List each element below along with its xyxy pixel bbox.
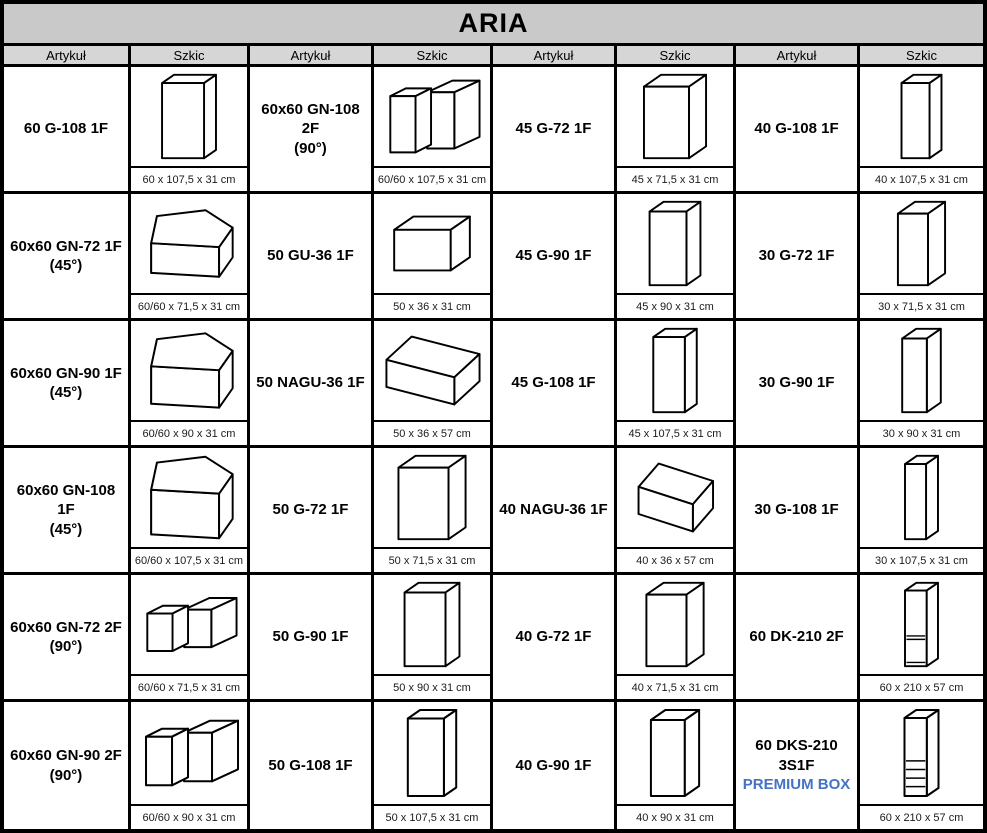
cabinet-sketch-icon bbox=[860, 321, 983, 420]
cabinet-sketch-icon bbox=[374, 448, 490, 547]
column-header-szkic-4: Szkic bbox=[860, 46, 983, 67]
article-name: 40 G-72 1F bbox=[515, 628, 592, 646]
cabinet-sketch-icon bbox=[860, 448, 983, 547]
cabinet-sketch-icon bbox=[617, 67, 733, 166]
dimension-caption: 60/60 x 107,5 x 31 cm bbox=[131, 547, 247, 572]
article-name: 60x60 GN-90 1F bbox=[10, 364, 122, 382]
article-name: 50 NAGU-36 1F bbox=[256, 374, 365, 392]
sketch-cell bbox=[617, 575, 736, 702]
article-note: (45°) bbox=[49, 257, 83, 274]
article-name: 40 G-90 1F bbox=[515, 756, 592, 774]
sketch-cell bbox=[860, 448, 983, 575]
article-cell bbox=[736, 67, 860, 194]
article-name: 60 G-108 1F bbox=[23, 120, 109, 138]
article-name: 45 G-72 1F bbox=[515, 120, 592, 138]
sketch-cell bbox=[374, 702, 493, 829]
dimension-caption: 45 x 107,5 x 31 cm bbox=[617, 420, 733, 445]
sketch-cell bbox=[374, 575, 493, 702]
sketch-cell bbox=[131, 194, 250, 321]
cabinet-sketch-icon bbox=[617, 702, 733, 804]
article-name: 30 G-72 1F bbox=[758, 247, 835, 265]
article-cell bbox=[250, 194, 374, 321]
cabinet-sketch-icon bbox=[617, 194, 733, 293]
sketch-cell bbox=[131, 702, 250, 829]
dimension-caption: 50 x 90 x 31 cm bbox=[374, 674, 490, 699]
article-name: 30 G-90 1F bbox=[758, 374, 835, 392]
sketch-cell bbox=[374, 448, 493, 575]
article-cell bbox=[493, 194, 617, 321]
dimension-caption: 60/60 x 71,5 x 31 cm bbox=[131, 674, 247, 699]
dimension-caption: 45 x 71,5 x 31 cm bbox=[617, 166, 733, 191]
column-header-szkic-3: Szkic bbox=[617, 46, 736, 67]
article-name: 45 G-90 1F bbox=[515, 247, 592, 265]
page-title: ARIA bbox=[4, 4, 983, 46]
article-cell bbox=[736, 194, 860, 321]
article-name: 60 DK-210 2F bbox=[749, 628, 844, 646]
article-cell bbox=[493, 321, 617, 448]
article-cell bbox=[736, 448, 860, 575]
corner45-sketch-icon bbox=[131, 448, 247, 547]
dimension-caption: 40 x 71,5 x 31 cm bbox=[617, 674, 733, 699]
sketch-cell bbox=[617, 194, 736, 321]
sketch-cell bbox=[860, 67, 983, 194]
sketch-cell bbox=[617, 448, 736, 575]
sketch-cell bbox=[374, 67, 493, 194]
cabinet-sketch-icon bbox=[860, 575, 983, 674]
article-name: 50 G-108 1F bbox=[268, 756, 353, 774]
article-cell bbox=[736, 702, 860, 829]
dimension-caption: 60/60 x 107,5 x 31 cm bbox=[374, 166, 490, 191]
article-cell bbox=[4, 448, 131, 575]
dimension-caption: 50 x 36 x 57 cm bbox=[374, 420, 490, 445]
article-name: 60 DKS-210 3S1F bbox=[755, 737, 838, 774]
dimension-caption: 50 x 36 x 31 cm bbox=[374, 293, 490, 318]
article-note: (90°) bbox=[49, 638, 83, 655]
cabinet-sketch-icon bbox=[860, 194, 983, 293]
dimension-caption: 50 x 71,5 x 31 cm bbox=[374, 547, 490, 572]
article-name: 50 G-90 1F bbox=[272, 628, 349, 646]
dimension-caption: 30 x 90 x 31 cm bbox=[860, 420, 983, 445]
article-cell bbox=[4, 194, 131, 321]
article-note: (45°) bbox=[49, 384, 83, 401]
sketch-cell bbox=[860, 575, 983, 702]
article-name: 50 GU-36 1F bbox=[267, 247, 354, 265]
cabinet-sketch-icon bbox=[860, 702, 983, 804]
dimension-caption: 60 x 210 x 57 cm bbox=[860, 674, 983, 699]
article-name: 60x60 GN-108 2F bbox=[261, 100, 360, 138]
corner90-sketch-icon bbox=[131, 702, 247, 804]
dimension-caption: 60 x 107,5 x 31 cm bbox=[131, 166, 247, 191]
nagu-sketch-icon bbox=[617, 448, 733, 547]
article-note: (90°) bbox=[294, 139, 327, 157]
article-name: 40 NAGU-36 1F bbox=[499, 501, 608, 519]
article-name: 40 G-108 1F bbox=[754, 120, 839, 138]
column-header-artykul-4: Artykuł bbox=[736, 46, 860, 67]
article-name: 60x60 GN-72 2F bbox=[10, 618, 122, 636]
cabinet-sketch-icon bbox=[860, 67, 983, 166]
article-name: 60x60 GN-72 1F bbox=[10, 237, 122, 255]
sketch-cell bbox=[617, 67, 736, 194]
column-header-szkic-2: Szkic bbox=[374, 46, 493, 67]
dimension-caption: 50 x 107,5 x 31 cm bbox=[374, 804, 490, 829]
article-cell bbox=[736, 321, 860, 448]
dimension-caption: 30 x 71,5 x 31 cm bbox=[860, 293, 983, 318]
sketch-cell bbox=[131, 321, 250, 448]
sketch-cell bbox=[860, 702, 983, 829]
dimension-caption: 60/60 x 71,5 x 31 cm bbox=[131, 293, 247, 318]
article-cell bbox=[250, 702, 374, 829]
sketch-cell bbox=[131, 448, 250, 575]
column-header-artykul-2: Artykuł bbox=[250, 46, 374, 67]
article-cell bbox=[493, 448, 617, 575]
article-note: PREMIUM BOX bbox=[742, 776, 851, 794]
cabinet-sketch-icon bbox=[617, 321, 733, 420]
cabinet-sketch-icon bbox=[131, 67, 247, 166]
cabinet-sketch-icon bbox=[374, 575, 490, 674]
sketch-cell bbox=[374, 194, 493, 321]
article-name: 30 G-108 1F bbox=[754, 501, 839, 519]
dimension-caption: 40 x 107,5 x 31 cm bbox=[860, 166, 983, 191]
article-cell bbox=[250, 321, 374, 448]
article-cell bbox=[4, 321, 131, 448]
article-cell bbox=[4, 702, 131, 829]
nagu-sketch-icon bbox=[374, 321, 490, 420]
sketch-cell bbox=[860, 321, 983, 448]
cabinet-sketch-icon bbox=[617, 575, 733, 674]
sketch-cell bbox=[860, 194, 983, 321]
dimension-caption: 40 x 90 x 31 cm bbox=[617, 804, 733, 829]
dimension-caption: 60/60 x 90 x 31 cm bbox=[131, 804, 247, 829]
article-cell bbox=[4, 575, 131, 702]
article-note: (45°) bbox=[49, 520, 83, 538]
corner45-sketch-icon bbox=[131, 321, 247, 420]
article-name: 50 G-72 1F bbox=[272, 501, 349, 519]
sketch-cell bbox=[131, 575, 250, 702]
sketch-cell bbox=[374, 321, 493, 448]
article-cell bbox=[493, 575, 617, 702]
column-header-artykul-1: Artykuł bbox=[4, 46, 131, 67]
article-cell bbox=[4, 67, 131, 194]
article-cell bbox=[736, 575, 860, 702]
dimension-caption: 45 x 90 x 31 cm bbox=[617, 293, 733, 318]
corner90-sketch-icon bbox=[374, 67, 490, 166]
dimension-caption: 30 x 107,5 x 31 cm bbox=[860, 547, 983, 572]
article-name: 45 G-108 1F bbox=[511, 374, 596, 392]
sketch-cell bbox=[617, 321, 736, 448]
cabinet-sketch-icon bbox=[374, 702, 490, 804]
dimension-caption: 60 x 210 x 57 cm bbox=[860, 804, 983, 829]
article-name: 60x60 GN-108 1F bbox=[16, 481, 116, 519]
article-cell bbox=[250, 575, 374, 702]
article-cell bbox=[493, 702, 617, 829]
sketch-cell bbox=[617, 702, 736, 829]
corner45-sketch-icon bbox=[131, 194, 247, 293]
cabinet-sketch-icon bbox=[374, 194, 490, 293]
article-cell bbox=[250, 67, 374, 194]
article-name: 60x60 GN-90 2F bbox=[10, 747, 122, 764]
column-header-szkic-1: Szkic bbox=[131, 46, 250, 67]
dimension-caption: 60/60 x 90 x 31 cm bbox=[131, 420, 247, 445]
article-note: (90°) bbox=[49, 766, 83, 784]
column-header-artykul-3: Artykuł bbox=[493, 46, 617, 67]
corner90-sketch-icon bbox=[131, 575, 247, 674]
article-cell bbox=[493, 67, 617, 194]
sketch-cell bbox=[131, 67, 250, 194]
dimension-caption: 40 x 36 x 57 cm bbox=[617, 547, 733, 572]
article-cell bbox=[250, 448, 374, 575]
